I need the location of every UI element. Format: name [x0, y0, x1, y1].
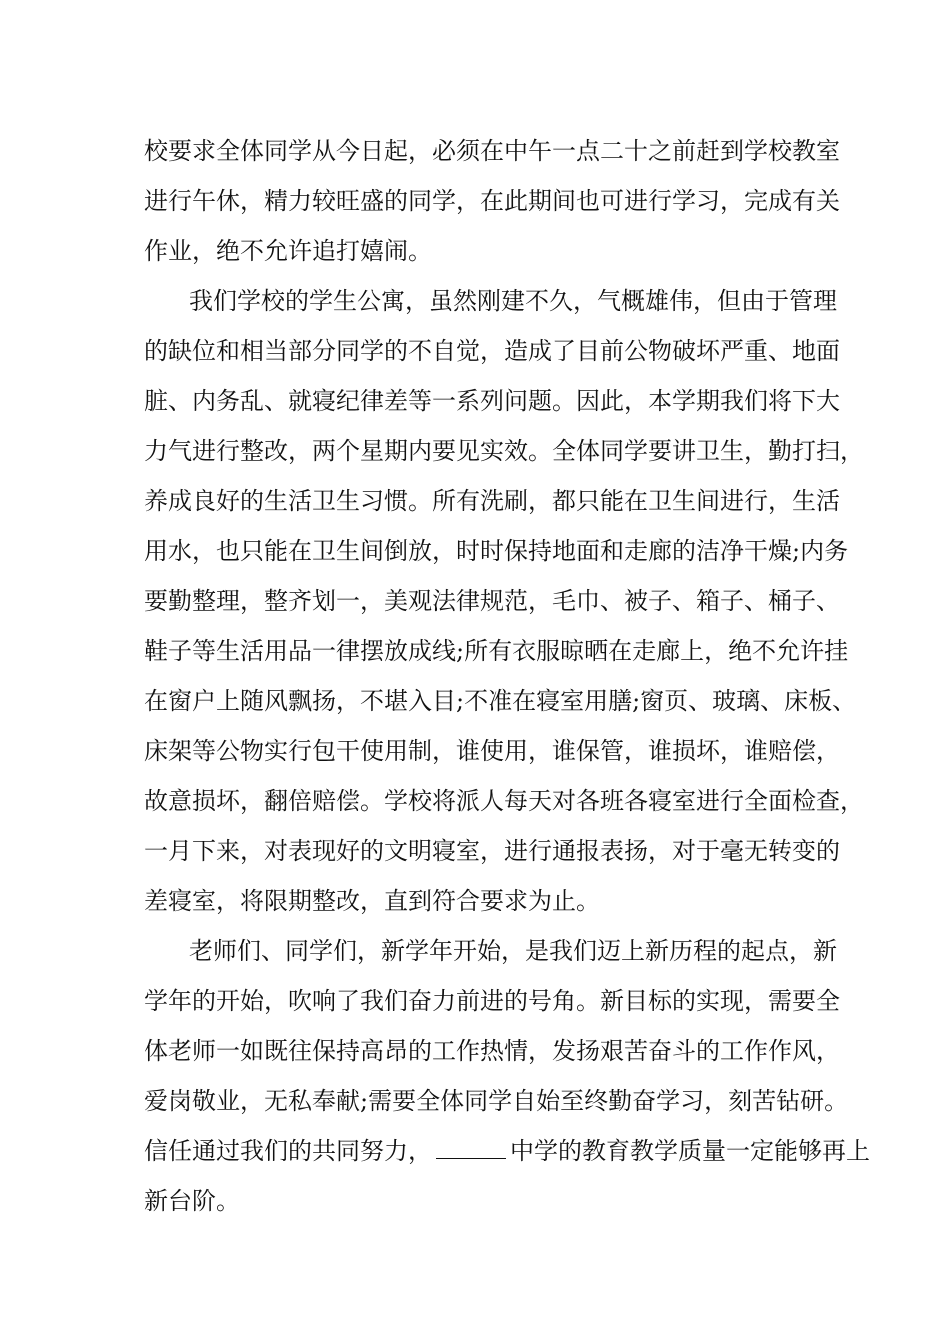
- line-5-text-after-blank: 中学的教育教学质量一定能够再上: [510, 1137, 870, 1165]
- paragraph-3-line-2: 学年的开始，吹响了我们奋力前进的号角。新目标的实现，需要全: [144, 987, 840, 1015]
- paragraph-2-line-6: 用水，也只能在卫生间倒放，时时保持地面和走廊的洁净干燥;内务: [144, 537, 849, 565]
- paragraph-1-line-1: 校要求全体同学从今日起，必须在中午一点二十之前赶到学校教室: [144, 137, 840, 165]
- paragraph-3-line-4: 爱岗敬业，无私奉献;需要全体同学自始至终勤奋学习，刻苦钻研。: [144, 1087, 849, 1115]
- paragraph-2-line-9: 在窗户上随风飘扬，不堪入目;不准在寝室用膳;窗页、玻璃、床板、: [144, 687, 857, 715]
- paragraph-2-line-4: 力气进行整改，两个星期内要见实效。全体同学要讲卫生，勤打扫，: [144, 437, 864, 465]
- paragraph-2-line-5: 养成良好的生活卫生习惯。所有洗刷，都只能在卫生间进行，生活: [144, 487, 840, 515]
- paragraph-3-line-5: [144, 1136, 870, 1166]
- paragraph-3-line-1: 老师们、同学们，新学年开始，是我们迈上新历程的起点，新: [189, 937, 837, 965]
- paragraph-3-line-3: 体老师一如既往保持高昂的工作热情，发扬艰苦奋斗的工作作风，: [144, 1037, 840, 1065]
- paragraph-2-line-11: 故意损坏，翻倍赔偿。学校将派人每天对各班各寝室进行全面检查，: [144, 787, 864, 815]
- paragraph-2-line-2: 的缺位和相当部分同学的不自觉，造成了目前公物破坏严重、地面: [144, 337, 840, 365]
- paragraph-1-line-2: 进行午休，精力较旺盛的同学，在此期间也可进行学习，完成有关: [144, 187, 840, 215]
- paragraph-1-line-3: 作业，绝不允许追打嬉闹。: [144, 237, 432, 265]
- fill-in-blank: [436, 1157, 506, 1159]
- paragraph-3-line-6: 新台阶。: [144, 1187, 240, 1215]
- paragraph-2-line-3: 脏、内务乱、就寝纪律差等一系列问题。因此，本学期我们将下大: [144, 387, 840, 415]
- line-5-text-before-blank: 信任通过我们的共同努力，: [144, 1137, 432, 1165]
- paragraph-2-line-7: 要勤整理，整齐划一，美观法律规范，毛巾、被子、箱子、桶子、: [144, 587, 840, 615]
- paragraph-2-line-1: 我们学校的学生公寓，虽然刚建不久，气概雄伟，但由于管理: [189, 287, 837, 315]
- paragraph-2-line-12: 一月下来，对表现好的文明寝室，进行通报表扬，对于毫无转变的: [144, 837, 840, 865]
- paragraph-2-line-13: 差寝室，将限期整改，直到符合要求为止。: [144, 887, 600, 915]
- paragraph-2-line-8: 鞋子等生活用品一律摆放成线;所有衣服晾晒在走廊上，绝不允许挂: [144, 637, 849, 665]
- paragraph-2-line-10: 床架等公物实行包干使用制，谁使用，谁保管，谁损坏，谁赔偿，: [144, 737, 840, 765]
